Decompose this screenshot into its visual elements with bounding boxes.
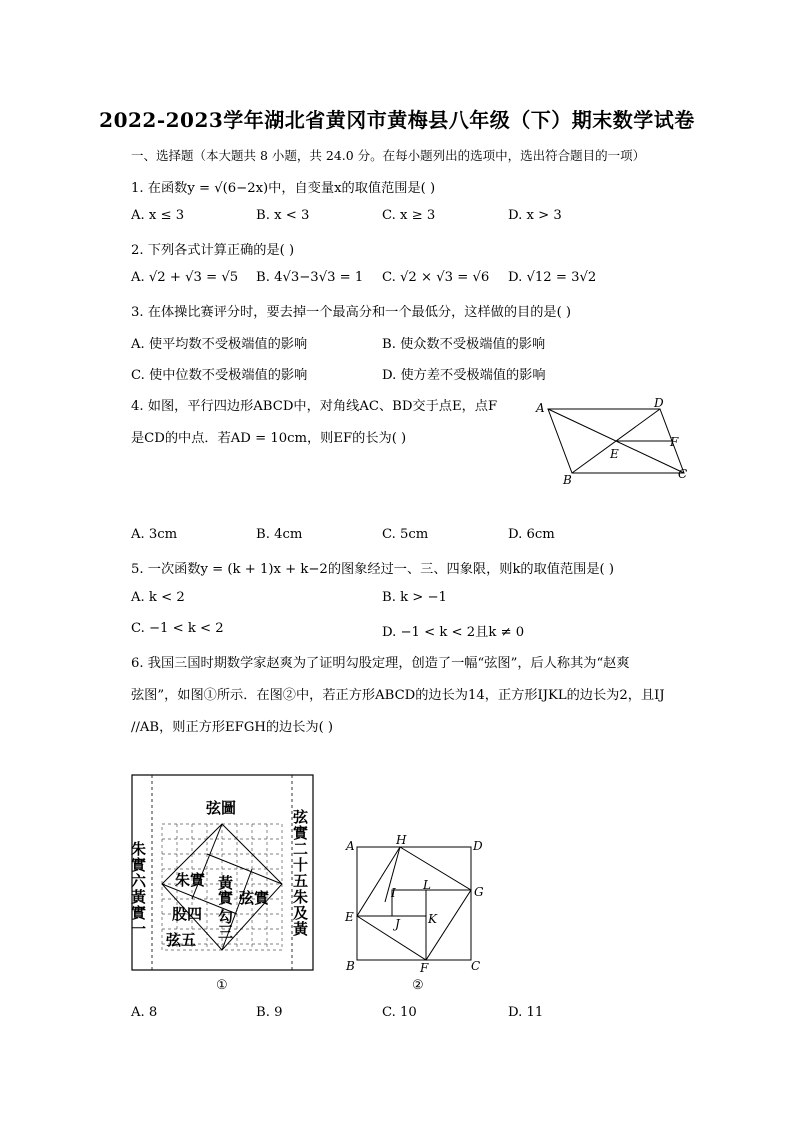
fig1-xianshi: 弦實 [239,889,270,907]
q6-stem-line3: //AB，则正方形EFGH的边长为( ) [131,720,334,735]
q3-option-b: B. 使众数不受极端值的影响 [382,337,546,352]
fig2-caption: ② [412,978,424,993]
fig2-label-l: L [423,878,431,892]
fig2-label-b: B [346,959,355,973]
q1-stem: 1. 在函数y = √(6−2x)中，自变量x的取值范围是( ) [131,181,436,196]
q5-option-c: C. −1 < k < 2 [131,621,224,636]
q6-option-d: D. 11 [508,1005,544,1020]
fig1-left-text: 朱實六黃實一 [129,841,147,937]
q4-option-d: D. 6cm [508,527,555,542]
label-a: A [536,401,545,415]
q4-stem-line2: 是CD的中点．若AD = 10cm，则EF的长为( ) [131,431,407,446]
q6-option-a: A. 8 [131,1005,158,1020]
fig1-zhushi: 朱實 [175,871,206,889]
fig1-gusi: 股四 [172,905,203,923]
q4-option-b: B. 4cm [256,527,303,542]
label-d: D [654,396,664,410]
fig1-caption: ① [216,978,228,993]
q3-option-c: C. 使中位数不受极端值的影响 [131,368,308,383]
fig2-label-d: D [473,839,483,853]
q2-option-d: D. √12 = 3√2 [508,270,597,285]
q3-option-d: D. 使方差不受极端值的影响 [382,368,546,383]
label-e: E [610,447,619,461]
q1-option-c: C. x ≥ 3 [382,208,436,223]
q6-option-c: C. 10 [382,1005,417,1020]
q6-stem-line2: 弦图”，如图①所示．在图②中，若正方形ABCD的边长为14，正方形IJKL的边长为2，且IJ [131,688,665,703]
q5-option-a: A. k < 2 [131,590,185,605]
parallelogram-figure [532,395,702,490]
q1-option-d: D. x > 3 [508,208,562,223]
label-b: B [563,473,572,487]
q2-option-c: C. √2 × √3 = √6 [382,270,490,285]
fig1-xianwu: 弦五 [166,931,197,949]
fig2-label-h: H [396,833,407,847]
q1-option-b: B. x < 3 [256,208,310,223]
q2-option-a: A. √2 + √3 = √5 [131,270,239,285]
fig2-label-a: A [346,839,355,853]
q6-stem-line1: 6. 我国三国时期数学家赵爽为了证明勾股定理，创造了一幅“弦图”，后人称其为“赵爽 [131,656,630,671]
q4-option-a: A. 3cm [131,527,178,542]
fig2-label-f: F [420,961,429,975]
fig2-label-j: J [395,917,400,931]
section-heading: 一、选择题（本大题共 8 小题，共 24.0 分。在每小题列出的选项中，选出符合题目的一项） [131,148,646,163]
fig2-label-e: E [345,910,354,924]
q5-stem: 5. 一次函数y = (k + 1)x + k−2的图象经过一、三、四象限，则k的取值范围是( ) [131,562,615,577]
fig1-title: 弦圖 [206,799,237,817]
fig1-huangshi: 黃實 [216,875,234,905]
square-abcd [357,847,471,960]
label-c: C [678,467,688,481]
fig2-label-i: I [391,886,396,900]
fig2-label-c: C [471,959,481,973]
square-efgh [357,847,471,960]
square-figure [340,832,490,997]
q1-option-a: A. x ≤ 3 [131,208,185,223]
fig2-label-g: G [474,885,484,899]
q5-option-b: B. k > −1 [382,590,447,605]
square-ijkl [392,890,426,916]
fig1-right-text: 弦實二十五朱及黃 [291,809,309,937]
page-title: 2022-2023学年湖北省黄冈市黄梅县八年级（下）期末数学试卷 [99,108,695,132]
q2-stem: 2. 下列各式计算正确的是( ) [131,243,295,258]
label-f: F [670,435,679,449]
q2-option-b: B. 4√3−3√3 = 1 [256,270,364,285]
q3-option-a: A. 使平均数不受极端值的影响 [131,337,308,352]
fig1-gousan: 勾三 [216,909,234,939]
xian-tu-figure [128,773,318,993]
q3-stem: 3. 在体操比赛评分时，要去掉一个最高分和一个最低分，这样做的目的是( ) [131,305,572,320]
fig2-label-k: K [428,912,437,926]
q4-option-c: C. 5cm [382,527,429,542]
q5-option-d: D. −1 < k < 2且k ≠ 0 [382,625,525,640]
q4-stem-line1: 4. 如图，平行四边形ABCD中，对角线AC、BD交于点E，点F [131,399,498,414]
q6-option-b: B. 9 [256,1005,283,1020]
